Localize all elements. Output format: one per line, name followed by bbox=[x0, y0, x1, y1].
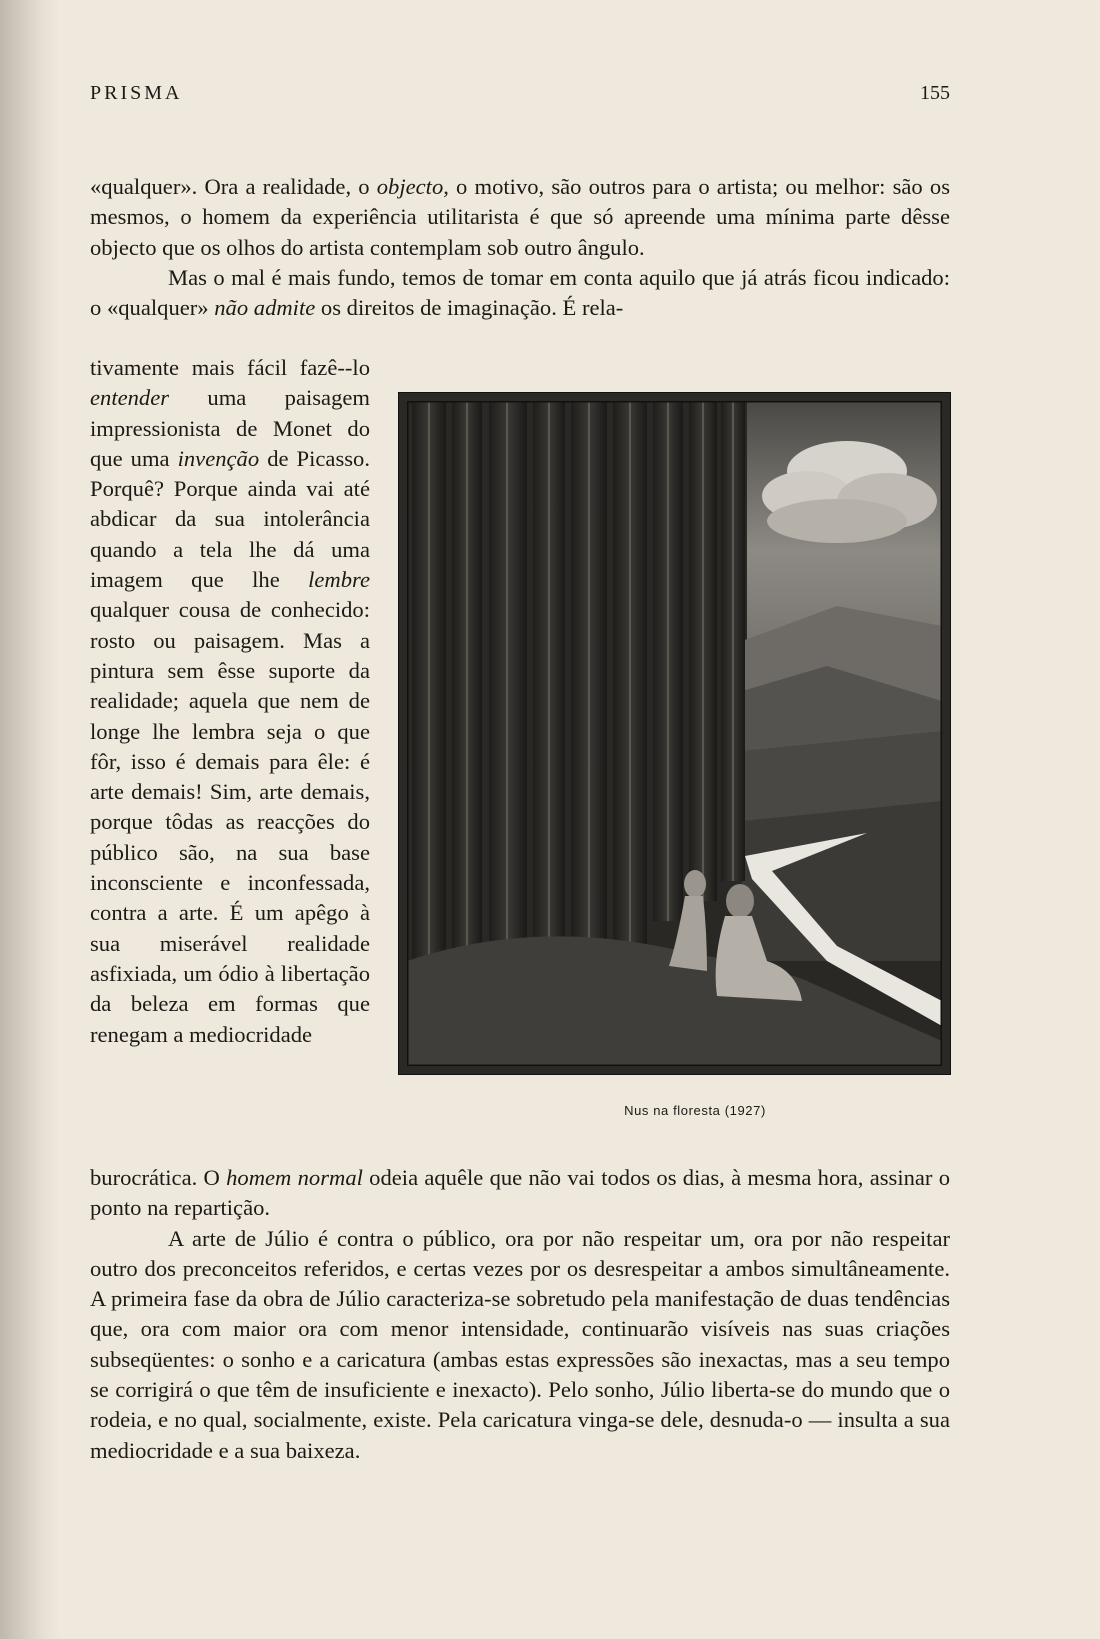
page-number: 155 bbox=[920, 82, 950, 104]
text-run: uma paisagem impressionista de Monet do que uma bbox=[90, 385, 370, 471]
emphasis: invenção bbox=[177, 445, 260, 471]
text-run: qualquer cousa de conhecido: rosto ou paisagem. Mas a pintura sem êsse suporte da realidade; aquela que nem de longe lhe lembra seja o que fôr, isso é demais para êle: é arte demais! Sim, arte demais, porque tôdas as reacções do público são, na sua base inconsciente e inconfessada, contra a arte. É um apêgo à sua miserável realidade asfixiada, um ódio à libertação da beleza em formas que renegam a mediocridade bbox=[90, 597, 370, 1047]
running-head bbox=[90, 82, 950, 112]
intro-block bbox=[90, 172, 950, 323]
text-run: burocrática. O bbox=[90, 1165, 227, 1190]
text-run: Mas o mal é mais fundo, temos de tomar em conta aquilo que já atrás ficou indicado: o «qualquer» bbox=[90, 264, 950, 321]
text-run: o motivo, são outros para o artista; ou melhor: são os mesmos, o homem da experiência utilitarista é que só apreende uma mínima parte dêsse objecto que os olhos do artista contemplam sob outro ângulo. bbox=[90, 174, 950, 260]
paragraph-opening bbox=[90, 172, 950, 263]
paragraph-second bbox=[90, 263, 950, 324]
figure-caption: Nus na floresta (1927) bbox=[624, 1103, 766, 1118]
emphasis: lembre bbox=[308, 567, 370, 593]
painting-forest-nudes bbox=[407, 401, 942, 1066]
text-run: tivamente mais fácil fazê--lo bbox=[90, 355, 370, 380]
page-edge-shadow bbox=[0, 0, 60, 1639]
emphasis: entender bbox=[90, 385, 170, 411]
figure-painting bbox=[398, 392, 951, 1075]
emphasis: objecto, bbox=[376, 174, 449, 199]
text-continuation bbox=[90, 1163, 950, 1466]
text-run: «qualquer». Ora a realidade, o bbox=[90, 174, 377, 199]
paragraph-continuation bbox=[90, 1163, 950, 1224]
text-run: os direitos de imaginação. É rela- bbox=[315, 295, 624, 321]
paragraph-wrapped bbox=[90, 353, 370, 1050]
emphasis: homem normal bbox=[226, 1165, 363, 1190]
emphasis: não admite bbox=[214, 295, 316, 321]
painting-image bbox=[398, 392, 951, 1075]
text-column-wrapped bbox=[90, 353, 370, 1050]
text-run: de Picasso. Porquê? Porque ainda vai até abdicar da sua intolerância quando a tela lhe dá uma imagem que lhe bbox=[90, 445, 370, 593]
paragraph-third: A arte de Júlio é contra o público, ora por não respeitar um, ora por não respeitar outro dos preconceitos referidos, e certas vezes por os desrespeitar a ambos simultâneamente. A primeira fase da obra de Júlio caracteriza-se sobretudo pela manifestação de duas tendências que, ora com maior ora com menor intensidade, continuarão visíveis nas suas criações subseqüentes: o sonho e a caricatura (ambas estas expressões são inexactas, mas a seu tempo se corrigirá o que têm de insuficiente e inexacto). Pelo sonho, Júlio liberta-se do mundo que o rodeia, e no qual, socialmente, existe. Pela caricatura vinga-se dele, desnuda-o — insulta a sua mediocridade e a sua baixeza. bbox=[90, 1225, 950, 1463]
journal-title: PRISMA bbox=[90, 82, 183, 104]
text-run: odeia aquêle que não vai todos os dias, à mesma hora, assinar o ponto na repartição. bbox=[90, 1165, 950, 1221]
